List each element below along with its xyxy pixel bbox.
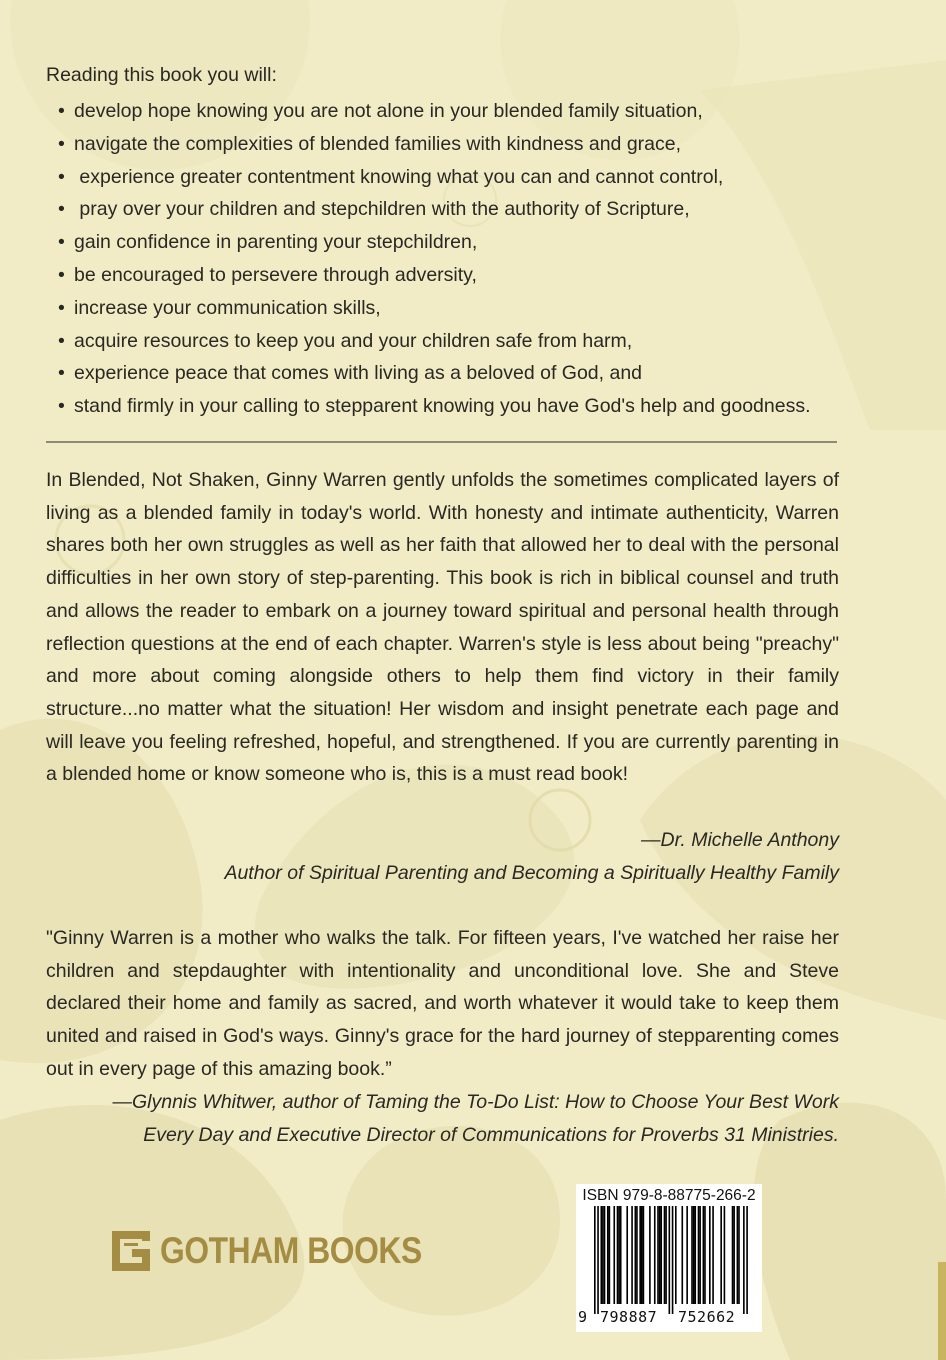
barcode-bar (631, 1206, 633, 1304)
list-item-text: experience peace that comes with living as a beloved of God, and (74, 362, 643, 385)
barcode-digit-first: 9 (578, 1308, 588, 1326)
list-item (58, 229, 858, 262)
barcode-bar (602, 1206, 604, 1304)
list-item (58, 328, 858, 361)
list-item-text: gain confidence in parenting your stepchildren, (74, 231, 478, 254)
isbn-barcode (576, 1184, 762, 1332)
barcode-bar (600, 1206, 602, 1304)
barcode-bar (654, 1206, 656, 1304)
endorsement-attribution-line: Every Day and Executive Director of Communications for Proverbs 31 Ministries. (143, 1123, 839, 1146)
list-item (58, 393, 858, 426)
list-item (58, 164, 858, 197)
barcode-bar (693, 1206, 695, 1304)
endorsement-author (39, 824, 839, 889)
barcode-bar (704, 1206, 706, 1304)
list-item (58, 131, 858, 164)
barcode-digits-left: 798887 (600, 1308, 658, 1326)
bullet-icon: • (58, 296, 65, 319)
endorsement-attribution (39, 1086, 839, 1151)
barcode-bar (712, 1206, 714, 1304)
barcode-bar (620, 1206, 622, 1304)
endorsement-text: In Blended, Not Shaken, Ginny Warren gently unfolds the sometimes complicated layers of living as a blended family in today's world. With honesty and intimate authenticity, Warren shares both her own struggles as well as her faith that allowed her to deal with the personal difficulties in her own story of step-parenting. This book is rich in biblical counsel and truth and allows the reader to embark on a journey toward spiritual and personal health through reflection questions at the end of each chapter. Warren's style is less about being "preachy" and more about coming alongside others to help them find victory in their family structure...no matter what the situation! Her wisdom and insight penetrate each page and will leave you feeling refreshed, hopeful, and strengthened. If you are currently parenting in a blended home or know someone who is, this is a must read book! (46, 469, 839, 786)
barcode-bar (641, 1206, 643, 1304)
publisher-logo (110, 1228, 464, 1274)
barcode-bar (594, 1206, 596, 1314)
barcode-bar (609, 1206, 611, 1304)
intro-heading: Reading this book you will: (46, 64, 277, 86)
bullet-icon: • (58, 263, 65, 286)
barcode-bar (657, 1206, 659, 1304)
list-item-text: be encouraged to persevere through adversity, (74, 263, 477, 286)
barcode-bar (698, 1206, 700, 1304)
barcode-bar (643, 1206, 645, 1304)
barcode-bar (691, 1206, 693, 1304)
endorsement-attribution-line: —Glynnis Whitwer, author of Taming the To-Do List: How to Choose Your Best Work (112, 1091, 839, 1113)
barcode-bar (703, 1206, 705, 1304)
barcode-bar (617, 1206, 619, 1304)
barcode-bar (639, 1206, 641, 1304)
list-item-text: acquire resources to keep you and your children safe from harm, (74, 329, 633, 352)
barcode-bar (669, 1206, 671, 1314)
barcode-bar (613, 1206, 615, 1304)
list-item-text: navigate the complexities of blended families with kindness and grace, (74, 132, 682, 155)
isbn-label: ISBN 979-8-88775-266-2 (582, 1187, 756, 1204)
barcode-bar (732, 1206, 734, 1304)
endorsement-author-credential: Author of Spiritual Parenting and Becoming a Spiritually Healthy Family (224, 861, 839, 884)
list-item-text: develop hope knowing you are not alone in your blended family situation, (74, 100, 703, 122)
barcode-bar (636, 1206, 638, 1304)
bullet-icon: • (58, 132, 65, 155)
endorsement-text: "Ginny Warren is a mother who walks the talk. For fifteen years, I've watched her raise her children and stepdaughter with intentionality and unconditional love. She and Steve declared their home and family as sacred, and worth whatever it would take to keep them united and raised in God's ways. Ginny's grace for the hard journey of stepparenting comes out in every page of this amazing book.” (46, 927, 839, 1080)
barcode-bar (681, 1206, 683, 1304)
list-item (58, 262, 858, 295)
barcode-bar (733, 1206, 735, 1304)
barcode-bar (675, 1206, 677, 1304)
barcode-bar (635, 1206, 637, 1304)
publisher-name: GOTHAM BOOKS (160, 1230, 422, 1271)
bullet-icon: • (58, 100, 65, 122)
barcode-bar (699, 1206, 701, 1304)
barcode-bar (660, 1206, 662, 1304)
barcode-bar (665, 1206, 667, 1304)
list-item (58, 295, 858, 328)
section-divider (46, 441, 837, 443)
list-item-text: stand firmly in your calling to stepparent knowing you have God's help and goodness. (74, 395, 811, 418)
barcode-bar (618, 1206, 620, 1304)
list-item (58, 360, 858, 393)
bullet-icon: • (58, 165, 65, 188)
barcode-digits-right: 752662 (678, 1308, 736, 1326)
barcode-bar (694, 1206, 696, 1304)
list-item-text: pray over your children and stepchildren with the authority of Scripture, (74, 198, 690, 221)
endorsement-author-name: —Dr. Michelle Anthony (641, 829, 839, 851)
barcode-bars (580, 1206, 758, 1314)
list-item (58, 98, 858, 131)
barcode-bar (746, 1206, 748, 1314)
bullet-icon: • (58, 198, 65, 221)
barcode-bar (686, 1206, 688, 1304)
barcode-bar (672, 1206, 674, 1314)
list-item-text: increase your communication skills, (74, 296, 381, 319)
barcode-bar (604, 1206, 606, 1304)
bullet-icon: • (58, 329, 65, 352)
barcode-bar (724, 1206, 726, 1304)
barcode-bar (597, 1206, 599, 1314)
barcode-bar (664, 1206, 666, 1304)
benefits-list (58, 98, 858, 426)
barcode-bar (737, 1206, 739, 1304)
barcode-bar (659, 1206, 661, 1304)
barcode-bar (709, 1206, 711, 1304)
barcode-bar (626, 1206, 628, 1304)
barcode-bar (743, 1206, 745, 1314)
list-item (58, 196, 858, 229)
bullet-icon: • (58, 395, 65, 418)
barcode-bar (720, 1206, 722, 1304)
barcode-bar (649, 1206, 651, 1304)
gotham-books-logo-icon (110, 1229, 152, 1273)
list-item-text: experience greater contentment knowing what you can and cannot control, (74, 165, 724, 188)
bullet-icon: • (58, 231, 65, 254)
barcode-bar (738, 1206, 740, 1304)
barcode-bar (607, 1206, 609, 1304)
bullet-icon: • (58, 362, 65, 385)
